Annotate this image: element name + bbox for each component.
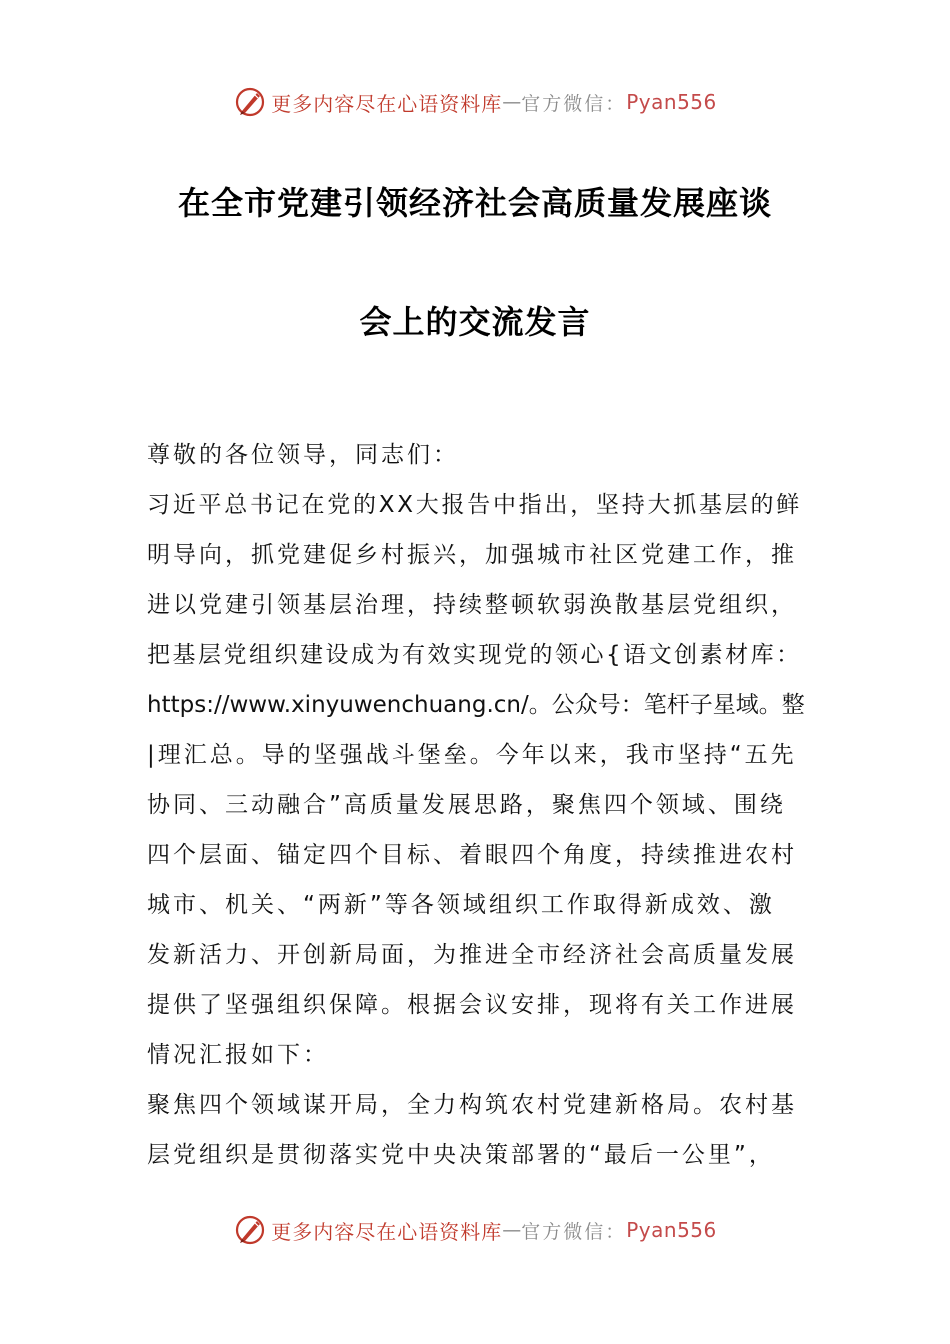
body-line: 四个层面、锚定四个目标、着眼四个角度，持续推进农村 [147,842,797,868]
body-line: |理汇总。导的坚强战斗堡垒。今年以来，我市坚持“五先 [147,742,797,768]
document-body [147,430,807,1180]
pen-logo-icon [233,85,267,119]
document-title-line-1: 在全市党建引领经济社会高质量发展座谈 [177,184,772,222]
body-line: 明导向，抓党建促乡村振兴，加强城市社区党建工作，推 [147,542,797,568]
body-line: 把基层党组织建设成为有效实现党的领心{语文创素材库： [147,642,802,668]
wechat-id: Pyan556 [626,90,717,114]
body-line: 发新活力、开创新局面，为推进全市经济社会高质量发展 [147,942,797,968]
body-line: 聚焦四个领域谋开局，全力构筑农村党建新格局。农村基 [147,1092,797,1118]
body-line: 情况汇报如下： [147,1042,329,1068]
body-line: 城市、机关、“两新”等各领域组织工作取得新成效、激 [147,892,775,918]
body-line: 协同、三动融合”高质量发展思路，聚焦四个领域、围绕 [147,792,786,818]
body-line-url: https://www.xinyuwenchuang.cn/。公众号：笔杆子星域。整 [147,692,805,718]
wechat-label: 官方微信： [521,1220,627,1243]
salutation-line: 尊敬的各位领导，同志们： [147,442,459,468]
brand-text: 更多内容尽在心语资料库 [271,1219,503,1244]
wechat-label: 官方微信： [521,92,627,115]
body-line: 层党组织是贯彻落实党中央决策部署的“最后一公里”， [147,1142,775,1168]
header-banner [0,82,950,122]
banner-separator: — [502,1219,522,1241]
footer-banner [0,1210,950,1250]
body-line: 进以党建引领基层治理，持续整顿软弱涣散基层党组织， [147,592,797,618]
wechat-id: Pyan556 [626,1218,717,1242]
body-line: 习近平总书记在党的XX大报告中指出，坚持大抓基层的鲜 [147,492,803,518]
pen-logo-icon [233,1213,267,1247]
brand-text: 更多内容尽在心语资料库 [271,91,503,116]
body-line: 提供了坚强组织保障。根据会议安排，现将有关工作进展 [147,992,797,1018]
banner-separator: — [502,91,522,113]
document-title-line-2: 会上的交流发言 [359,303,591,341]
